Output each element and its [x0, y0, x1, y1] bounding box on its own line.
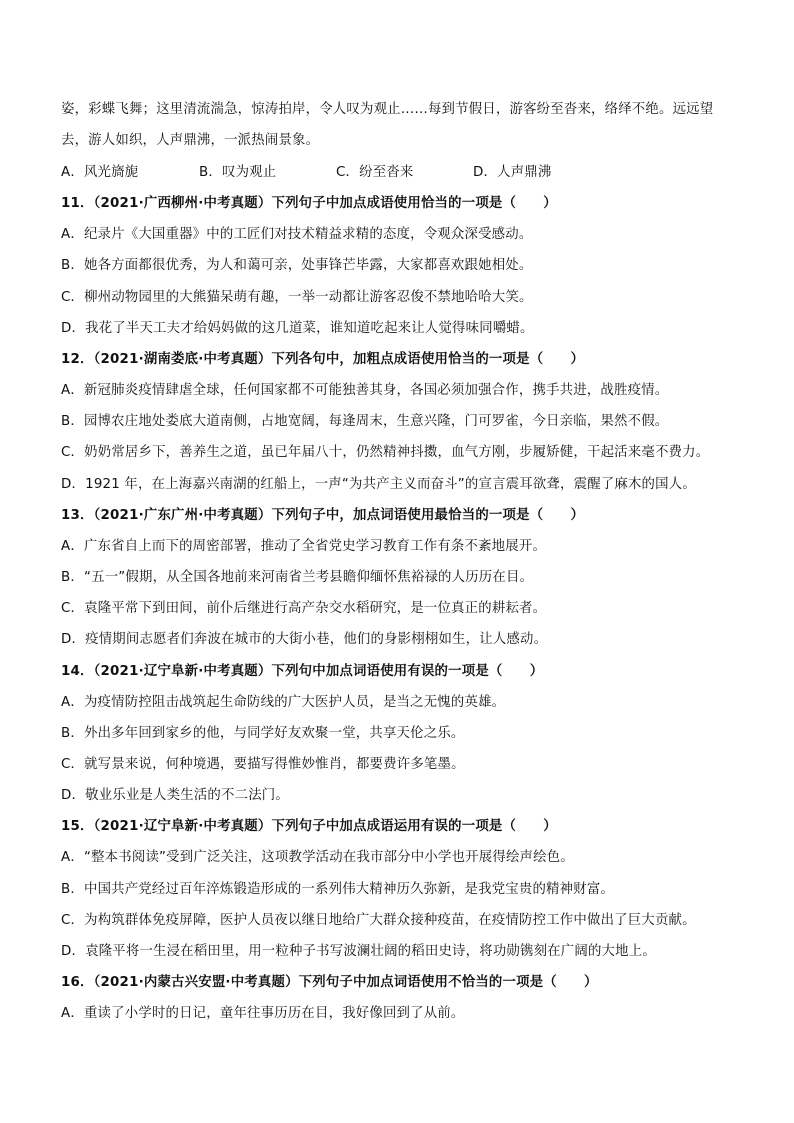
question-13-option-a: A．广东省自上而下的周密部署，推动了全省党史学习教育工作有条不紊地展开。: [61, 539, 547, 554]
question-13-option-b: B．“五一”假期，从全国各地前来河南省兰考县瞻仰缅怀焦裕禄的人历历在目。: [61, 570, 534, 585]
question-11-option-a: A．纪录片《大国重器》中的工匠们对技术精益求精的态度，令观众深受感动。: [61, 227, 533, 242]
intro-text-line-2: 去，游人如织，人声鼎沸，一派热闹景象。: [61, 133, 320, 148]
question-11-option-d: D．我花了半天工夫才给妈妈做的这几道菜，谁知道吃起来让人觉得味同嚼蜡。: [61, 321, 534, 336]
option-c: C．纷至沓来: [336, 165, 414, 180]
question-16-option-a: A．重读了小学时的日记，童年往事历历在目，我好像回到了从前。: [61, 1006, 465, 1021]
question-11-option-c: C．柳州动物园里的大熊猫呆萌有趣，一举一动都让游客忍俊不禁地哈哈大笑。: [61, 290, 533, 305]
option-d: D．人声鼎沸: [473, 165, 552, 180]
question-11-option-b: B．她各方面都很优秀，为人和蔼可亲，处事锋芒毕露，大家都喜欢跟她相处。: [61, 258, 533, 273]
question-14-option-d: D．敬业乐业是人类生活的不二法门。: [61, 788, 289, 803]
option-a: A．风光旖旎: [61, 165, 139, 180]
intro-options: [61, 164, 741, 182]
option-b: B．叹为观止: [199, 165, 277, 180]
question-13-option-d: D．疫情期间志愿者们奔波在城市的大街小巷，他们的身影栩栩如生，让人感动。: [61, 632, 548, 647]
question-12-option-b: B．园博农庄地处娄底大道南侧，占地宽阔，每逢周末，生意兴隆，门可罗雀，今日亲临，果然不假。: [61, 414, 669, 429]
question-15-option-a: A．“整本书阅读”受到广泛关注，这项教学活动在我市部分中小学也开展得绘声绘色。: [61, 850, 574, 865]
intro-text-line-1: 姿，彩蝶飞舞；这里清流湍急，惊涛拍岸，令人叹为观止……每到节假日，游客纷至沓来，络绎不绝。远远望: [61, 102, 714, 117]
question-12-stem: 12．（2021·湖南娄底·中考真题）下列各句中，加粗点成语使用恰当的一项是（ ）: [61, 352, 585, 367]
question-14-option-b: B．外出多年回到家乡的他，与同学好友欢聚一堂，共享天伦之乐。: [61, 726, 465, 741]
question-15-stem: 15．（2021·辽宁阜新·中考真题）下列句子中加点成语运用有误的一项是（ ）: [61, 819, 557, 834]
question-14-option-a: A．为疫情防控阻击战筑起生命防线的广大医护人员，是当之无愧的英雄。: [61, 695, 506, 710]
question-12-option-c: C．奶奶常居乡下，善养生之道，虽已年届八十，仍然精神抖擞，血气方刚，步履矫健，干起活来毫不费力。: [61, 445, 710, 460]
question-16-stem: 16．（2021·内蒙古兴安盟·中考真题）下列句子中加点词语使用不恰当的一项是（ ）: [61, 975, 598, 990]
question-13-option-c: C．袁隆平常下到田间，前仆后继进行高产杂交水稻研究，是一位真正的耕耘者。: [61, 601, 547, 616]
question-13-stem: 13．（2021·广东广州·中考真题）下列句子中，加点词语使用最恰当的一项是（ ）: [61, 508, 585, 523]
question-14-option-c: C．就写景来说，何种境遇，要描写得惟妙惟肖，都要费许多笔墨。: [61, 757, 465, 772]
question-15-option-d: D．袁隆平将一生浸在稻田里，用一粒种子书写波澜壮阔的稻田史诗，将功勋镌刻在广阔的大地上。: [61, 944, 656, 959]
question-15-option-b: B．中国共产党经过百年淬炼锻造形成的一系列伟大精神历久弥新，是我党宝贵的精神财富。: [61, 882, 615, 897]
question-11-stem: 11．（2021·广西柳州·中考真题）下列句子中加点成语使用恰当的一项是（ ）: [61, 196, 557, 211]
question-14-stem: 14．（2021·辽宁阜新·中考真题）下列句中加点词语使用有误的一项是（ ）: [61, 664, 544, 679]
question-15-option-c: C．为构筑群体免疫屏障，医护人员夜以继日地给广大群众接种疫苗，在疫情防控工作中做出了巨大贡献。: [61, 913, 696, 928]
question-12-option-d: D．1921 年，在上海嘉兴南湖的红船上，一声“为共产主义而奋斗”的宣言震耳欲聋，震醒了麻木的国人。: [61, 477, 696, 492]
question-12-option-a: A．新冠肺炎疫情肆虐全球，任何国家都不可能独善其身，各国必须加强合作，携手共进，战胜疫情。: [61, 383, 669, 398]
